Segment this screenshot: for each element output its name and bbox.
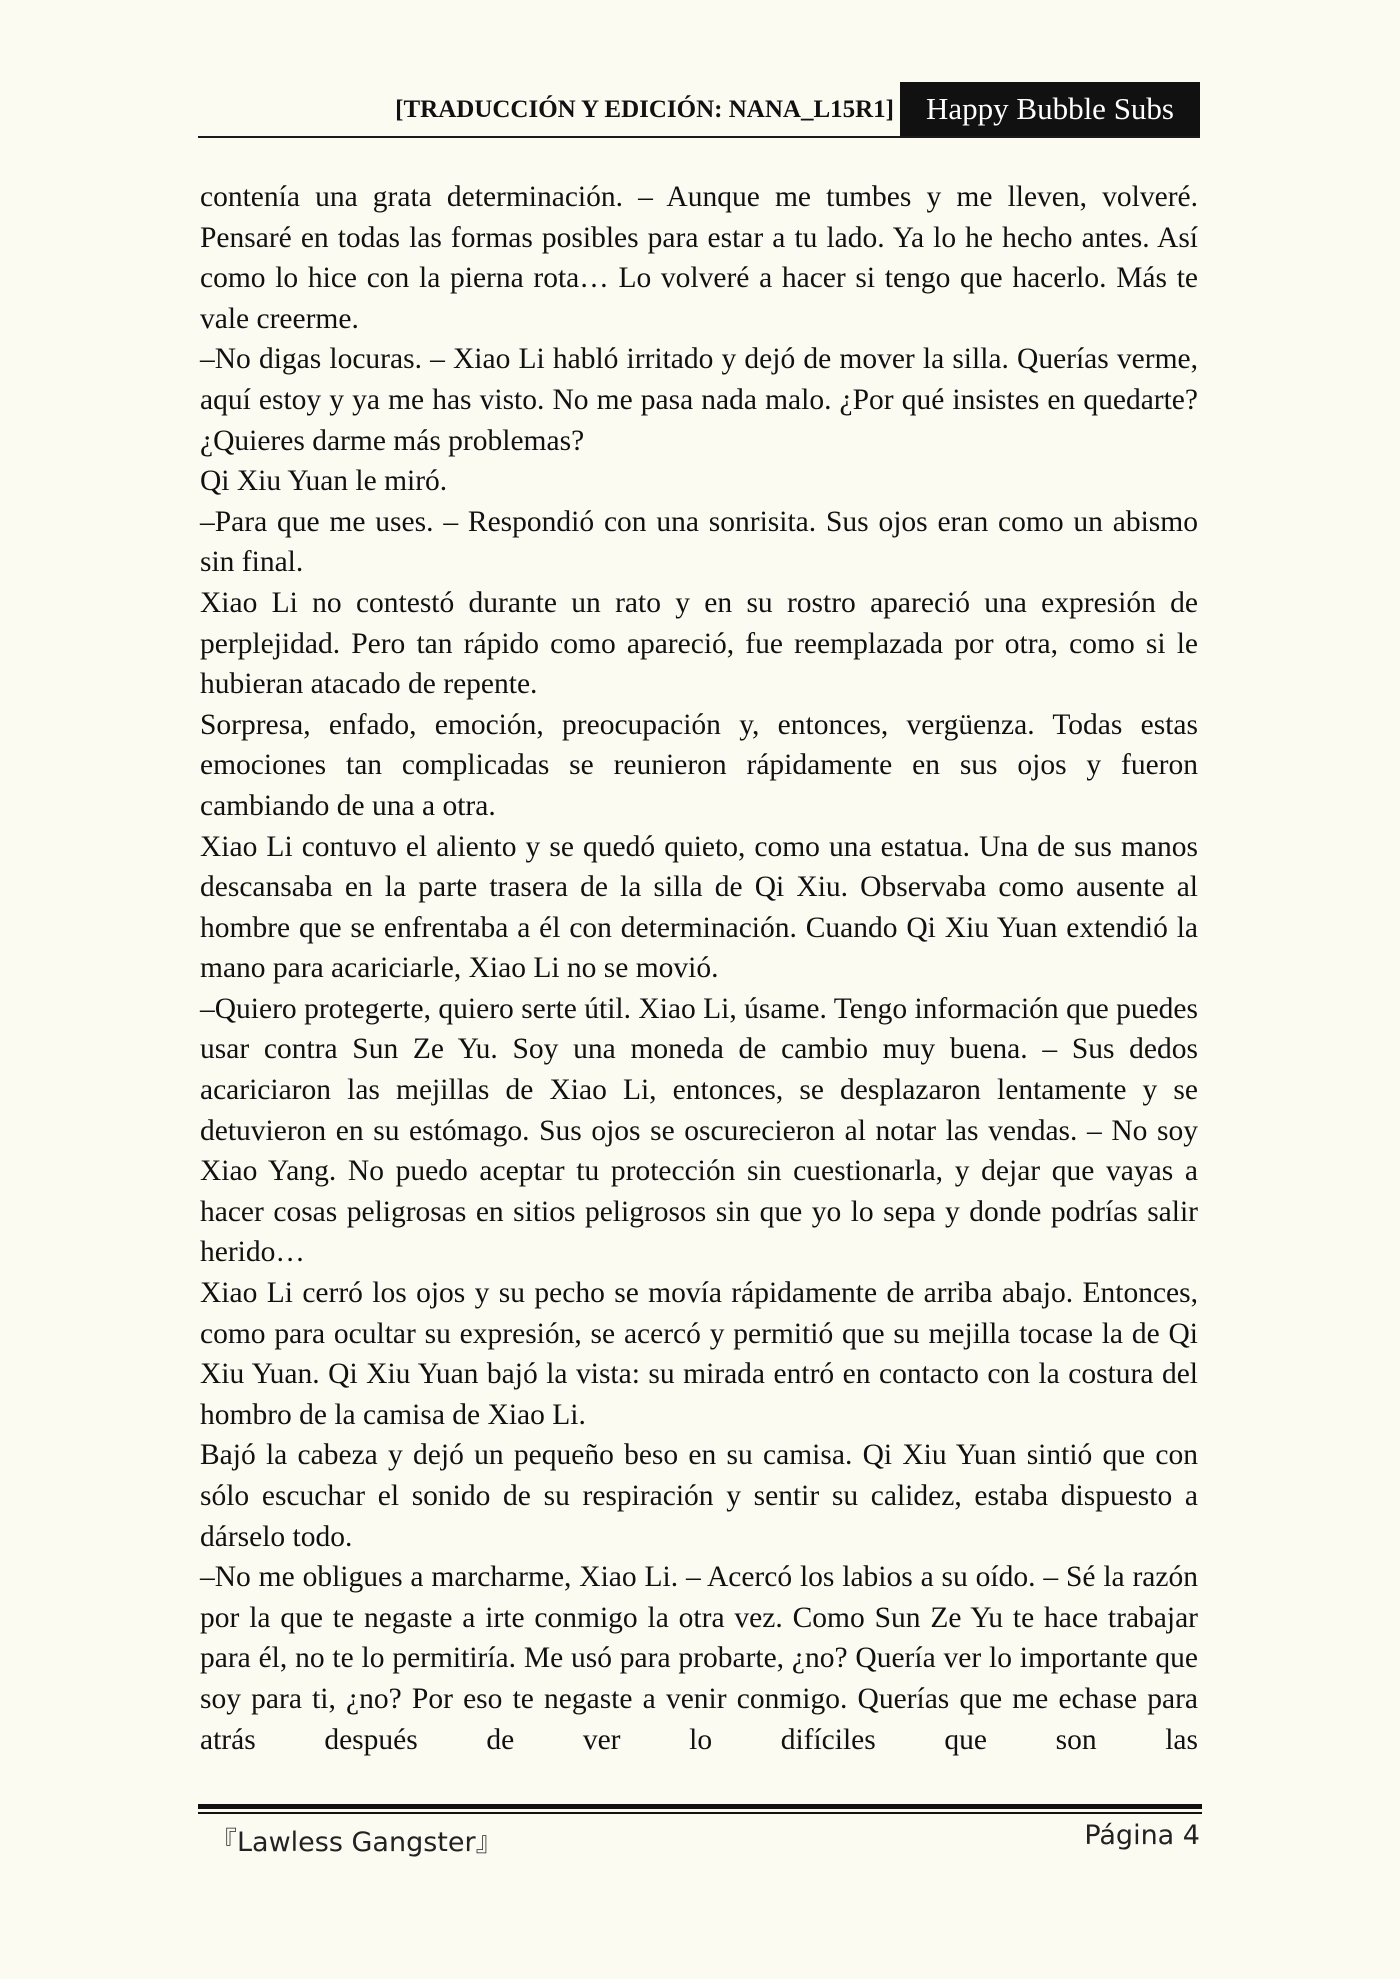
paragraph: Bajó la cabeza y dejó un pequeño beso en su camisa. Qi Xiu Yuan sintió que con sólo escuchar el sonido de su respiración y sentir su calidez, estaba dispuesto a dárselo todo. (200, 1439, 1198, 1553)
page-header (198, 82, 1200, 138)
footer-divider-thin (198, 1812, 1202, 1814)
group-brand-label: Happy Bubble Subs (900, 82, 1200, 136)
paragraph: Xiao Li cerró los ojos y su pecho se movía rápidamente de arriba abajo. Entonces, como para ocultar su expresión, se acercó y permitió que su mejilla tocase la de Qi Xiu Yuan. Qi Xiu Yuan bajó la vista: su mirada entró en contacto con la costura del hombro de la camisa de Xiao Li. (200, 1277, 1198, 1431)
paragraph: –No digas locuras. – Xiao Li habló irritado y dejó de mover la silla. Querías verme, aquí estoy y ya me has visto. No me pasa nada malo. ¿Por qué insistes en quedarte? ¿Quieres darme más problemas? (200, 343, 1198, 457)
chapter-body (200, 177, 1198, 1760)
paragraph: –No me obligues a marcharme, Xiao Li. – Acercó los labios a su oído. – Sé la razón por la que te negaste a irte conmigo la otra vez. Como Sun Ze Yu te hace trabajar para él, no te lo permitiría. Me usó para probarte, ¿no? Quería ver lo importante que soy para ti, ¿no? Por eso te negaste a venir conmigo. Querías que me echase para atrás después de ver lo difíciles que son las (200, 1561, 1198, 1756)
paragraph: Xiao Li contuvo el aliento y se quedó quieto, como una estatua. Una de sus manos descansaba en la parte trasera de la silla de Qi Xiu. Observaba como ausente al hombre que se enfrentaba a él con determinación. Cuando Qi Xiu Yuan extendió la mano para acariciarle, Xiao Li no se movió. (200, 830, 1198, 985)
paragraph: –Para que me uses. – Respondió con una sonrisita. Sus ojos eran como un abismo sin final. (200, 505, 1198, 579)
paragraph: Sorpresa, enfado, emoción, preocupación y, entonces, vergüenza. Todas estas emociones tan complicadas se reunieron rápidamente en sus ojos y fueron cambiando de una a otra. (200, 708, 1198, 822)
paragraph: –Quiero protegerte, quiero serte útil. Xiao Li, úsame. Tengo información que puedes usar contra Sun Ze Yu. Soy una moneda de cambio muy buena. – Sus dedos acariciaron las mejillas de Xiao Li, entonces, se desplazaron lentamente y se detuvieron en su estómago. Sus ojos se oscurecieron al notar las vendas. – No soy Xiao Yang. No puedo aceptar tu protección sin cuestionarla, y dejar que vayas a hacer cosas peligrosas en sitios peligrosos sin que yo lo sepa y donde podrías salir herido… (200, 992, 1198, 1269)
page-number: Página 4 (1084, 1820, 1200, 1851)
paragraph: Qi Xiu Yuan le miró. (200, 465, 448, 498)
translation-credit: [TRADUCCIÓN Y EDICIÓN: NANA_L15R1] (395, 96, 894, 123)
footer-divider-thick (198, 1804, 1202, 1809)
paragraph: contenía una grata determinación. – Aunque me tumbes y me lleven, volveré. Pensaré en todas las formas posibles para estar a tu lado. Ya lo he hecho antes. Así como lo hice con la pierna rota… Lo volveré a hacer si tengo que hacerlo. Más te vale creerme. (200, 181, 1198, 335)
paragraph: Xiao Li no contestó durante un rato y en su rostro apareció una expresión de perplejidad. Pero tan rápido como apareció, fue reemplazada por otra, como si le hubieran atacado de repente. (200, 586, 1198, 701)
book-title: 『Lawless Gangster』 (210, 1827, 503, 1858)
